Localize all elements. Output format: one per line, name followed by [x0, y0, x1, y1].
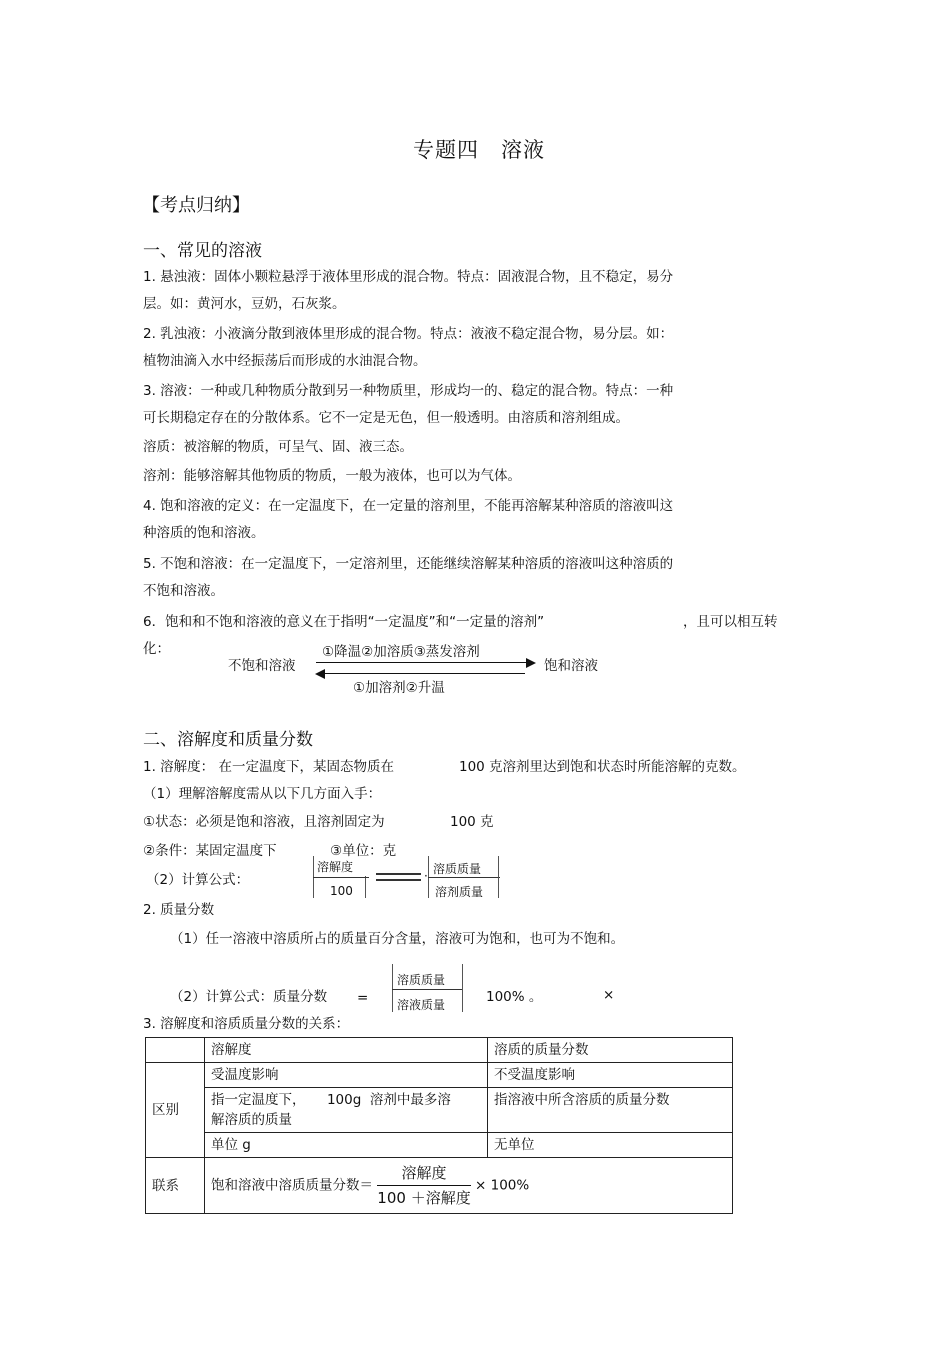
table-row — [146, 1063, 733, 1088]
s2-equals: = — [357, 990, 369, 1006]
conv-backward-label: ①加溶剂②升温 — [353, 680, 445, 696]
solvent-def: 溶剂：能够溶解其他物质的物质，一般为液体，也可以为气体。 — [143, 468, 521, 484]
p3-line1: 3. 溶液：一种或几种物质分散到另一种物质里，形成均一的、稳定的混合物。特点：一种 — [143, 383, 674, 399]
p6-line1a: 6．饱和和不饱和溶液的意义在于指明“一定温度”和“一定量的溶剂” — [143, 614, 545, 630]
table-rel-label: 联系 — [146, 1158, 205, 1214]
s1-state-a: ①状态：必须是饱和溶液，且溶剂固定为 — [143, 814, 385, 830]
rel-numerator: 溶解度 — [377, 1163, 470, 1186]
p5-line1: 5. 不饱和溶液：在一定温度下，一定溶剂里，还能继续溶解某种溶质的溶液叫这种溶质的 — [143, 556, 674, 572]
p3-line2: 可长期稳定存在的分散体系。它不一定是无色，但一般透明。由溶质和溶剂组成。 — [143, 410, 629, 426]
f1-left-tick — [365, 876, 366, 898]
relationship-table — [145, 1037, 733, 1214]
forward-arrowhead — [526, 658, 536, 668]
rel-text: 饱和溶液中溶质质量分数＝ — [211, 1177, 373, 1194]
f2-num: 溶质质量 — [397, 973, 446, 987]
s2-heading: 2. 质量分数 — [143, 902, 215, 918]
p1-line2: 层。如：黄河水，豆奶，石灰浆。 — [143, 296, 346, 312]
f1-den-right: 溶剂质量 — [435, 885, 484, 899]
table-header-solubility: 溶解度 — [205, 1038, 488, 1063]
p2-line2: 植物油滴入水中经振荡后而形成的水油混合物。 — [143, 353, 427, 369]
backward-arrowhead — [315, 669, 325, 679]
f1-den-left: 100 — [330, 884, 353, 898]
p4-line2: 种溶质的饱和溶液。 — [143, 525, 265, 541]
p2-line1: 2. 乳浊液：小液滴分散到液体里形成的混合物。特点：液液不稳定混合物，易分层。如： — [143, 326, 674, 342]
part1-heading: 一、常见的溶液 — [143, 241, 262, 261]
table-cell: 受温度影响 — [205, 1063, 488, 1088]
f1-left-fraction-bar — [313, 877, 369, 878]
f1-right-fraction-bar — [428, 877, 500, 878]
table-cell: 指溶液中所含溶质的质量分数 — [488, 1088, 733, 1133]
saturated-label: 饱和溶液 — [544, 658, 598, 674]
section-header: 【考点归纳】 — [142, 195, 250, 216]
table-row — [146, 1133, 733, 1158]
p1-line1: 1. 悬浊液：固体小颗粒悬浮于液体里形成的混合物。特点：固液混合物，且不稳定，易分 — [143, 269, 674, 285]
f2-times-sign: × — [603, 987, 615, 1003]
table-cell: 单位 g — [205, 1133, 488, 1158]
f2-right-bracket — [462, 964, 463, 1012]
f2-left-bracket — [392, 964, 393, 1012]
table-corner-cell — [146, 1038, 205, 1063]
table-cell-line2: 解溶质的质量 — [211, 1112, 292, 1128]
part2-heading: 二、溶解度和质量分数 — [143, 730, 313, 750]
rel-fraction — [377, 1163, 470, 1208]
table-cell-line1: 指一定温度下， 100g 溶剂中最多溶 — [211, 1092, 451, 1108]
p4-line1: 4. 饱和溶液的定义：在一定温度下，在一定量的溶剂里，不能再溶解某种溶质的溶液叫这 — [143, 498, 674, 514]
table-row — [146, 1088, 733, 1133]
rel-tail: × 100% — [475, 1177, 530, 1194]
s2-item1: （1）任一溶液中溶质所占的质量百分含量，溶液可为饱和，也可为不饱和。 — [170, 931, 625, 947]
s1-state-b: 100 克 — [450, 814, 494, 830]
p5-line2: 不饱和溶液。 — [143, 583, 224, 599]
solute-def: 溶质：被溶解的物质，可呈气、固、液三态。 — [143, 439, 413, 455]
table-header-row — [146, 1038, 733, 1063]
unsaturated-label: 不饱和溶液 — [228, 658, 296, 674]
table-row — [146, 1158, 733, 1214]
conv-forward-label: ①降温②加溶质③蒸发溶剂 — [322, 644, 480, 660]
table-cell: 无单位 — [488, 1133, 733, 1158]
table-diff-label: 区别 — [146, 1063, 205, 1158]
s1-line-a: 1. 溶解度： 在一定温度下，某固态物质在 — [143, 759, 394, 775]
f1-num-left: 溶解度 — [317, 860, 354, 874]
s2-item2-label: （2）计算公式：质量分数 — [170, 989, 328, 1005]
s3-heading: 3. 溶解度和溶质质量分数的关系： — [143, 1016, 350, 1032]
rel-denominator: 100 ＋溶解度 — [377, 1189, 471, 1207]
table-cell: 不受温度影响 — [488, 1063, 733, 1088]
f2-den: 溶液质量 — [397, 998, 446, 1012]
page-title: 专题四 溶液 — [413, 138, 545, 162]
f1-num-right: 溶质质量 — [433, 862, 482, 876]
table-header-mass-fraction: 溶质的质量分数 — [488, 1038, 733, 1063]
p6-line1b: ，且可以相互转 — [683, 614, 778, 630]
f1-equals-bottom — [376, 879, 421, 881]
backward-arrow-line — [325, 673, 525, 674]
s1-formula-label: （2）计算公式： — [146, 872, 250, 888]
s1-sub: （1）理解溶解度需从以下几方面入手： — [143, 786, 382, 802]
f1-right-bracket-end — [498, 856, 499, 898]
f1-dot: · — [424, 869, 428, 883]
f2-fraction-bar — [392, 989, 462, 990]
f1-equals-top — [376, 873, 421, 875]
s1-condition: ②条件：某固定温度下 — [143, 843, 277, 859]
s1-unit: ③单位：克 — [330, 843, 397, 859]
f2-percent: 100% 。 — [486, 989, 543, 1005]
forward-arrow-line — [316, 662, 526, 663]
s1-line-b: 100 克溶剂里达到饱和状态时所能溶解的克数。 — [459, 759, 746, 775]
p6-line2: 化： — [143, 641, 170, 657]
table-rel-cell — [205, 1158, 733, 1214]
table-cell — [205, 1088, 488, 1133]
